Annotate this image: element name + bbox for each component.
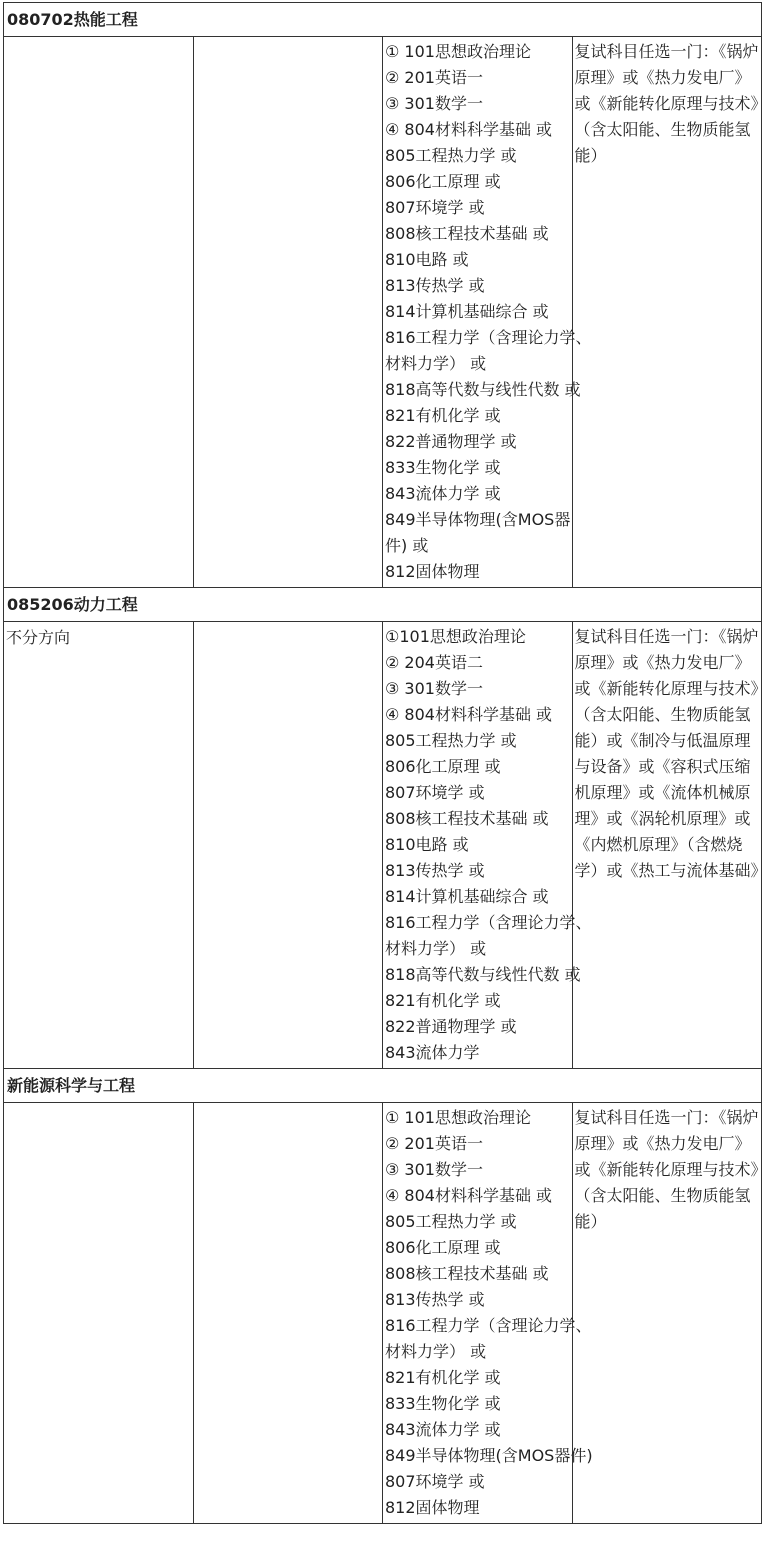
- major-header-row: [4, 588, 762, 622]
- direction-cell: [4, 1103, 194, 1524]
- retest-note: 复试科目任选一门：《锅炉原理》或《热力发电厂》或《新能转化原理与技术》（含太阳能、生物质能氢能）: [574, 42, 759, 165]
- retest-note-cell: [572, 37, 762, 588]
- subject-line: ①101思想政治理论: [385, 627, 526, 646]
- subject-line: 813传热学 或: [385, 1290, 485, 1309]
- subject-line: 813传热学 或: [385, 861, 485, 880]
- retest-note: 复试科目任选一门：《锅炉原理》或《热力发电厂》或《新能转化原理与技术》（含太阳能、生物质能氢能）: [574, 1108, 759, 1231]
- empty-cell: [193, 1103, 383, 1524]
- exam-subjects-table: [3, 2, 767, 1524]
- subject-line: 808核工程技术基础 或: [385, 809, 549, 828]
- subject-line: 818高等代数与线性代数 或: [385, 380, 581, 399]
- direction-cell: [4, 37, 194, 588]
- subject-line: 812固体物理: [385, 1498, 480, 1517]
- subject-line: 814计算机基础综合 或: [385, 302, 549, 321]
- subject-line: 816工程力学（含理论力学、: [385, 328, 592, 347]
- subject-line: 806化工原理 或: [385, 757, 501, 776]
- subject-line: 816工程力学（含理论力学、: [385, 913, 592, 932]
- empty-cell: [193, 622, 383, 1069]
- subject-line: ② 204英语二: [385, 653, 483, 672]
- subject-line: 849半导体物理(含MOS器件): [385, 1446, 593, 1465]
- subject-line: 808核工程技术基础 或: [385, 1264, 549, 1283]
- empty-cell: [193, 37, 383, 588]
- subject-line: 806化工原理 或: [385, 1238, 501, 1257]
- subject-line: ③ 301数学一: [385, 679, 483, 698]
- subject-line: 833生物化学 或: [385, 1394, 501, 1413]
- exam-subjects-cell: [383, 622, 592, 1069]
- major-detail-row: [4, 1103, 762, 1524]
- direction-cell: 不分方向: [4, 622, 194, 1069]
- subject-line: 材料力学） 或: [385, 1342, 487, 1361]
- subject-line: 821有机化学 或: [385, 991, 501, 1010]
- subject-line: 833生物化学 或: [385, 458, 501, 477]
- subject-line: 822普通物理学 或: [385, 1017, 517, 1036]
- subject-line: 821有机化学 或: [385, 406, 501, 425]
- exam-subjects-cell: [383, 1103, 593, 1524]
- subject-line: 810电路 或: [385, 835, 469, 854]
- subject-line: 812固体物理: [385, 562, 480, 581]
- retest-note: 复试科目任选一门：《锅炉原理》或《热力发电厂》或《新能转化原理与技术》（含太阳能、生物质能氢能）或《制冷与低温原理与设备》或《容积式压缩机原理》或《流体机械原理》或《涡轮机原理》或《内燃机原理》（含燃烧学）或《热工与流体基础》: [574, 627, 767, 880]
- subject-line: 材料力学） 或: [385, 354, 487, 373]
- subject-line: 843流体力学 或: [385, 1420, 501, 1439]
- subject-line: ④ 804材料科学基础 或: [385, 705, 553, 724]
- subject-line: 807环境学 或: [385, 783, 485, 802]
- subject-line: ③ 301数学一: [385, 1160, 483, 1179]
- subject-line: 810电路 或: [385, 250, 469, 269]
- subject-line: 件) 或: [385, 536, 429, 555]
- major-title: 新能源科学与工程: [4, 1069, 762, 1103]
- retest-note-cell: [572, 622, 767, 1069]
- subject-line: 808核工程技术基础 或: [385, 224, 549, 243]
- subject-line: 805工程热力学 或: [385, 1212, 517, 1231]
- subject-line: 821有机化学 或: [385, 1368, 501, 1387]
- major-detail-row: [4, 37, 762, 588]
- subject-line: 818高等代数与线性代数 或: [385, 965, 581, 984]
- subject-line: 材料力学） 或: [385, 939, 487, 958]
- subject-line: ① 101思想政治理论: [385, 1108, 531, 1127]
- subject-line: ② 201英语一: [385, 68, 483, 87]
- subject-line: 805工程热力学 或: [385, 731, 517, 750]
- subject-line: 806化工原理 或: [385, 172, 501, 191]
- subject-line: ④ 804材料科学基础 或: [385, 1186, 553, 1205]
- subject-line: 843流体力学 或: [385, 484, 501, 503]
- major-title: 080702热能工程: [4, 3, 762, 37]
- subject-line: 805工程热力学 或: [385, 146, 517, 165]
- subject-line: 814计算机基础综合 或: [385, 887, 549, 906]
- subject-line: 813传热学 或: [385, 276, 485, 295]
- table-body: [4, 3, 767, 1524]
- subject-line: 807环境学 或: [385, 198, 485, 217]
- subject-line: 807环境学 或: [385, 1472, 485, 1491]
- subject-line: ① 101思想政治理论: [385, 42, 531, 61]
- subject-line: ③ 301数学一: [385, 94, 483, 113]
- subject-line: 843流体力学: [385, 1043, 480, 1062]
- subject-line: 816工程力学（含理论力学、: [385, 1316, 592, 1335]
- retest-note-cell: [572, 1103, 762, 1524]
- subject-line: 849半导体物理(含MOS器: [385, 510, 571, 529]
- subject-line: ④ 804材料科学基础 或: [385, 120, 553, 139]
- subject-line: 822普通物理学 或: [385, 432, 517, 451]
- major-detail-row: [4, 622, 762, 1069]
- subject-line: ② 201英语一: [385, 1134, 483, 1153]
- major-header-row: [4, 1069, 762, 1103]
- major-title: 085206动力工程: [4, 588, 762, 622]
- exam-subjects-cell: [383, 37, 592, 588]
- major-header-row: [4, 3, 762, 37]
